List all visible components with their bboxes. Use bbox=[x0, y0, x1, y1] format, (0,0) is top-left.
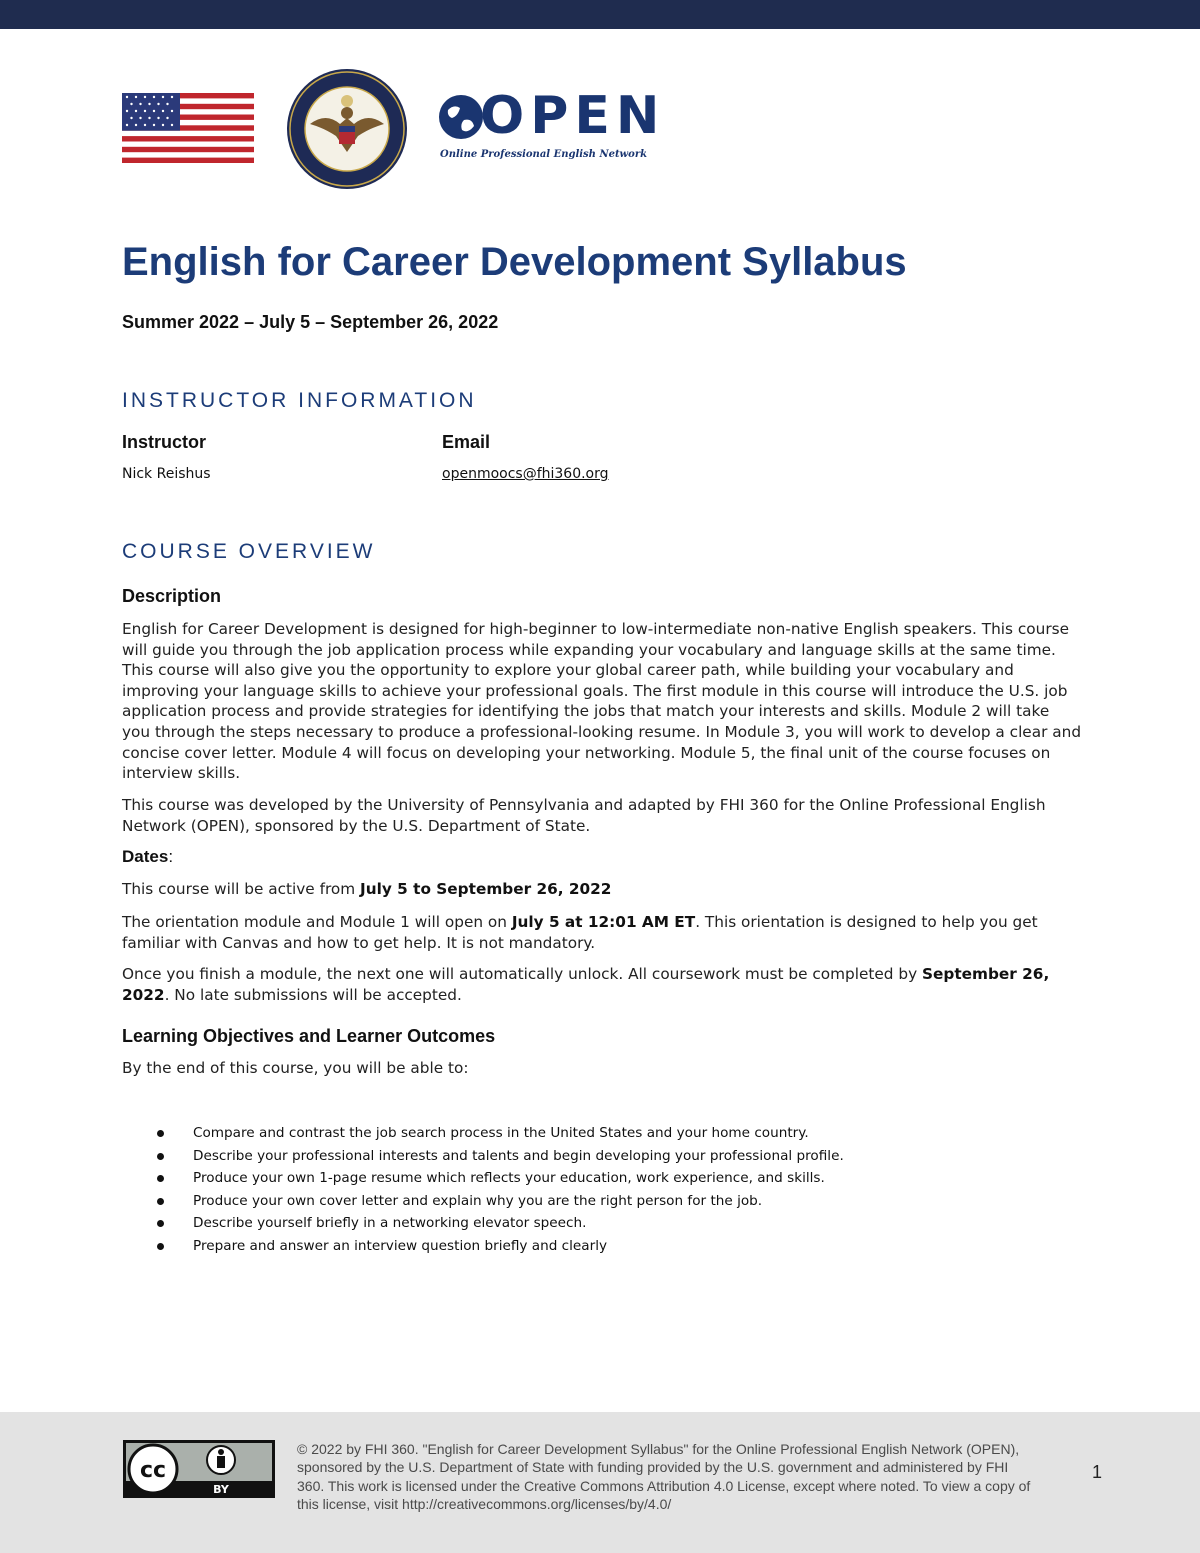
course-overview-heading: COURSE OVERVIEW bbox=[122, 540, 376, 563]
list-item: Produce your own cover letter and explain why you are the right person for the job. bbox=[155, 1190, 844, 1213]
globe-icon bbox=[438, 94, 484, 140]
description-label: Description bbox=[122, 586, 222, 606]
page-footer bbox=[0, 1412, 1200, 1553]
description-paragraph: English for Career Development is designed for high-beginner to low-intermediate non-native English speakers. This course will guide you through the job application process while expanding your vocabulary and language skills at the same time. This course will also give you the opportunity to explore your global career path, while building your vocabulary and improving your language skills to achieve your professional goals. The first module in this course will introduce the U.S. job application process and provide strategies for identifying the jobs that match your interests and skills. Module 2 will take you through the steps necessary to produce a professional-looking resume. In Module 3, you will work to develop a clear and concise cover letter. Module 4 will focus on developing your networking. Module 5, the final unit of the course focuses on interview skills. bbox=[122, 620, 1082, 783]
open-logo bbox=[438, 86, 666, 164]
development-credit-paragraph: This course was developed by the University of Pennsylvania and adapted by FHI 360 for the Online Professional English Network (OPEN), sponsored by the U.S. Department of State. bbox=[122, 796, 1046, 835]
instructor-name: Nick Reishus bbox=[122, 466, 211, 482]
instructor-label: Instructor bbox=[122, 432, 207, 452]
bullet-icon bbox=[157, 1198, 164, 1205]
list-item: Compare and contrast the job search process in the United States and your home country. bbox=[155, 1122, 844, 1145]
list-item: Describe yourself briefly in a networking elevator speech. bbox=[155, 1212, 844, 1235]
bullet-icon bbox=[157, 1175, 164, 1182]
instructor-email-link[interactable]: openmoocs@fhi360.org bbox=[442, 466, 609, 482]
open-logo-word: OPEN bbox=[480, 86, 666, 146]
course-dates-subtitle: Summer 2022 – July 5 – September 26, 2022 bbox=[122, 312, 499, 332]
list-item: Describe your professional interests and talents and begin developing your professional profile. bbox=[155, 1145, 844, 1168]
objectives-list bbox=[155, 1122, 844, 1258]
cc-text: cc bbox=[139, 1458, 167, 1483]
cc-by-icon bbox=[123, 1440, 275, 1498]
us-flag-icon bbox=[122, 93, 254, 163]
page-title: English for Career Development Syllabus bbox=[122, 240, 907, 284]
dates-paragraph-deadline: Once you finish a module, the next one will automatically unlock. All coursework must be completed by September 26, 2022. No late submissions will be accepted. bbox=[122, 965, 1050, 1004]
by-text: BY bbox=[213, 1483, 229, 1496]
bullet-icon bbox=[157, 1243, 164, 1250]
license-text: © 2022 by FHI 360. "English for Career Development Syllabus" for the Online Professional English Network (OPEN), sponsored by the U.S. Department of State with funding provided by the U.S. government and administered by FHI 360. This work is licensed under the Creative Commons Attribution 4.0 License, except where noted. To view a copy of this license, visit http://creativecommons.org/licenses/by/4.0/ bbox=[297, 1441, 1031, 1512]
learning-objectives-label: Learning Objectives and Learner Outcomes bbox=[122, 1026, 496, 1046]
dates-label: Dates: bbox=[122, 847, 174, 866]
list-item: Produce your own 1-page resume which reflects your education, work experience, and skills. bbox=[155, 1167, 844, 1190]
bullet-icon bbox=[157, 1153, 164, 1160]
dates-paragraph-active: This course will be active from July 5 to September 26, 2022 bbox=[122, 880, 612, 898]
bullet-icon bbox=[157, 1130, 164, 1137]
instructor-information-heading: INSTRUCTOR INFORMATION bbox=[122, 389, 477, 412]
email-label: Email bbox=[442, 432, 491, 452]
bullet-icon bbox=[157, 1220, 164, 1227]
list-item: Prepare and answer an interview question briefly and clearly bbox=[155, 1235, 844, 1258]
department-of-state-seal-icon bbox=[286, 68, 408, 190]
dates-paragraph-orientation: The orientation module and Module 1 will open on July 5 at 12:01 AM ET. This orientation is designed to help you get familiar with Canvas and how to get help. It is not mandatory. bbox=[122, 913, 1038, 952]
top-bar bbox=[0, 0, 1200, 29]
open-logo-tagline: Online Professional English Network bbox=[440, 149, 648, 160]
page-number: 1 bbox=[1092, 1462, 1103, 1482]
objectives-intro: By the end of this course, you will be able to: bbox=[122, 1059, 469, 1077]
